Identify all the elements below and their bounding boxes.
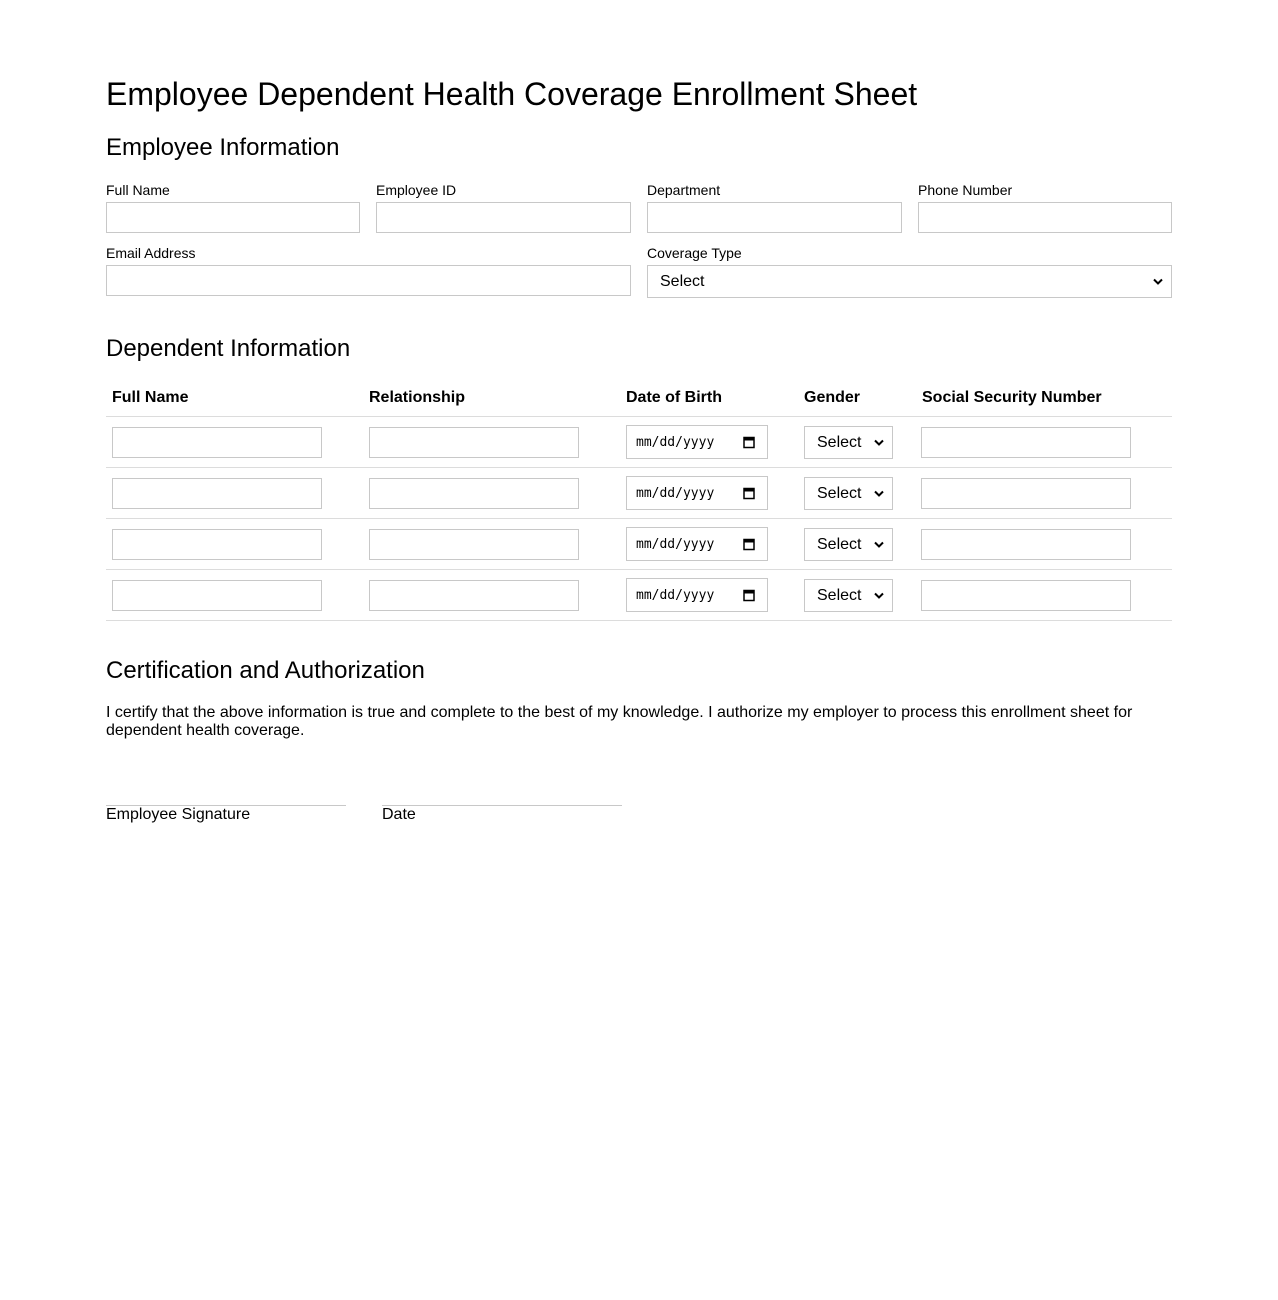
- dob-placeholder: mm/dd/yyyy: [636, 587, 715, 603]
- dependent-full-name-input[interactable]: [112, 580, 322, 611]
- dependent-dob-input[interactable]: [626, 425, 768, 459]
- calendar-icon[interactable]: [742, 435, 756, 449]
- employee-full-name-input[interactable]: [106, 202, 360, 233]
- calendar-icon[interactable]: [742, 486, 756, 500]
- dependent-gender-select[interactable]: [804, 528, 893, 561]
- email-address-input[interactable]: [106, 265, 631, 296]
- gender-value: Select: [817, 484, 862, 502]
- email-address-label: Email Address: [106, 245, 196, 261]
- employee-id-input[interactable]: [376, 202, 631, 233]
- chevron-down-icon: [872, 436, 886, 450]
- chevron-down-icon: [872, 589, 886, 603]
- dependent-relationship-input[interactable]: [369, 427, 579, 458]
- dependent-gender-select[interactable]: [804, 477, 893, 510]
- coverage-type-select[interactable]: [647, 265, 1172, 298]
- signature-label: Employee Signature: [106, 806, 251, 823]
- dependent-dob-input[interactable]: [626, 476, 768, 510]
- dob-placeholder: mm/dd/yyyy: [636, 485, 715, 501]
- gender-value: Select: [817, 535, 862, 553]
- gender-value: Select: [817, 433, 862, 451]
- chevron-down-icon: [1151, 275, 1165, 289]
- dependent-ssn-input[interactable]: [921, 478, 1131, 509]
- date-line[interactable]: [382, 805, 622, 806]
- dependent-dob-input[interactable]: [626, 527, 768, 561]
- gender-value: Select: [817, 586, 862, 604]
- phone-number-input[interactable]: [918, 202, 1172, 233]
- certification-text: I certify that the above information is true and complete to the best of my knowledge. I authorize my employer to process this enrollment sheet for dependent health coverage.: [106, 704, 1133, 739]
- section-heading-employee-information: Employee Information: [106, 134, 340, 161]
- chevron-down-icon: [872, 538, 886, 552]
- dob-placeholder: mm/dd/yyyy: [636, 536, 715, 552]
- table-divider: [106, 518, 1172, 519]
- coverage-type-value: Select: [660, 272, 705, 290]
- date-label: Date: [382, 806, 416, 823]
- coverage-type-label: Coverage Type: [647, 245, 742, 261]
- column-header-gender: Gender: [804, 389, 861, 406]
- dependent-relationship-input[interactable]: [369, 580, 579, 611]
- section-heading-certification: Certification and Authorization: [106, 657, 425, 684]
- phone-number-label: Phone Number: [918, 182, 1013, 198]
- page-title: Employee Dependent Health Coverage Enrollment Sheet: [106, 76, 918, 112]
- dependent-full-name-input[interactable]: [112, 427, 322, 458]
- column-header-relationship: Relationship: [369, 389, 466, 406]
- employee-id-label: Employee ID: [376, 182, 457, 198]
- dependent-ssn-input[interactable]: [921, 580, 1131, 611]
- dependent-ssn-input[interactable]: [921, 427, 1131, 458]
- calendar-icon[interactable]: [742, 537, 756, 551]
- table-divider: [106, 620, 1172, 621]
- dependent-gender-select[interactable]: [804, 426, 893, 459]
- section-heading-dependent-information: Dependent Information: [106, 335, 351, 362]
- column-header-date-of-birth: Date of Birth: [626, 389, 722, 406]
- table-divider: [106, 569, 1172, 570]
- column-header-full-name: Full Name: [112, 389, 189, 406]
- dependent-ssn-input[interactable]: [921, 529, 1131, 560]
- dependent-dob-input[interactable]: [626, 578, 768, 612]
- department-label: Department: [647, 182, 721, 198]
- calendar-icon[interactable]: [742, 588, 756, 602]
- dependent-gender-select[interactable]: [804, 579, 893, 612]
- dependent-relationship-input[interactable]: [369, 529, 579, 560]
- dependent-full-name-input[interactable]: [112, 529, 322, 560]
- chevron-down-icon: [872, 487, 886, 501]
- table-divider: [106, 416, 1172, 417]
- dob-placeholder: mm/dd/yyyy: [636, 434, 715, 450]
- department-input[interactable]: [647, 202, 902, 233]
- table-divider: [106, 467, 1172, 468]
- dependent-full-name-input[interactable]: [112, 478, 322, 509]
- full-name-label: Full Name: [106, 182, 170, 198]
- dependent-relationship-input[interactable]: [369, 478, 579, 509]
- column-header-ssn: Social Security Number: [922, 389, 1102, 406]
